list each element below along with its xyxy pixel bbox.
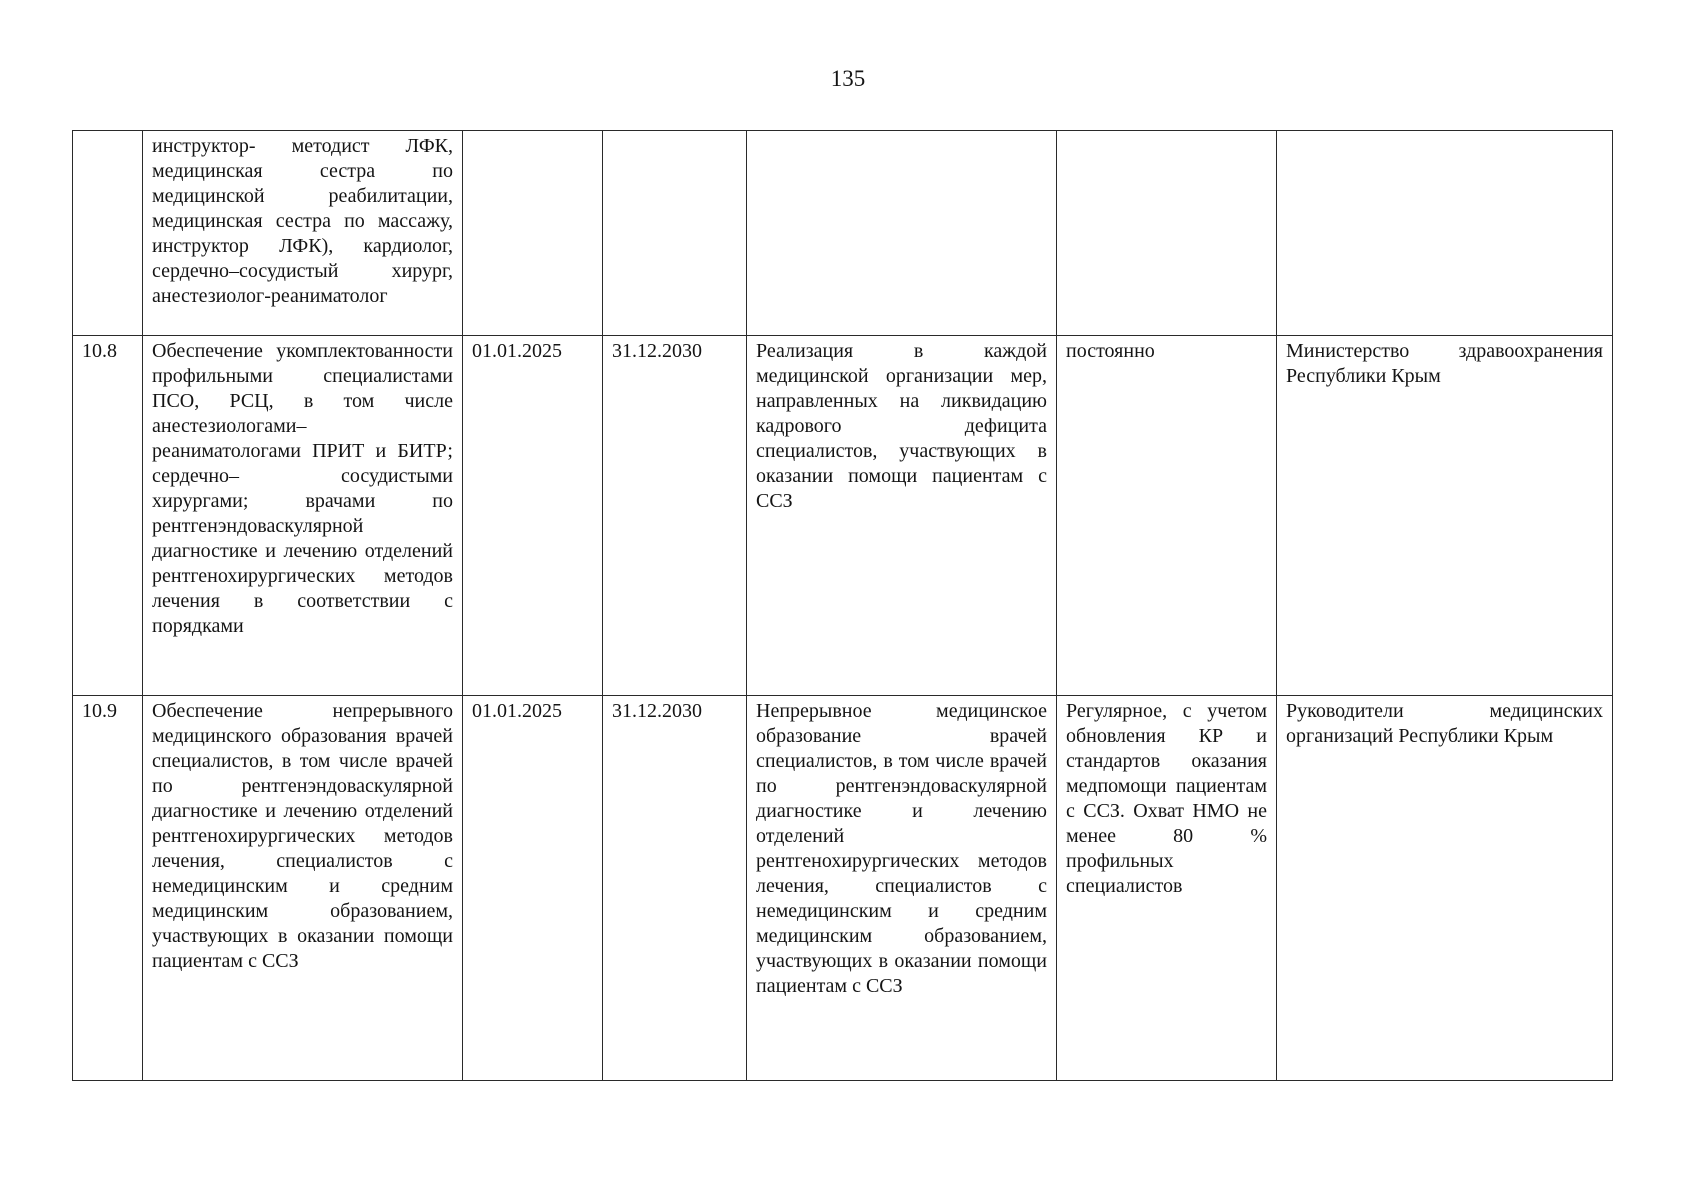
row-number-cell xyxy=(73,131,143,336)
period-cell: Регулярное, с учетом обновления КР и стандартов оказания медпомощи пациентам с ССЗ. Охват НМО не менее 80 % профильных специалистов xyxy=(1057,696,1277,1081)
measures-table xyxy=(72,130,1613,1081)
responsible-cell xyxy=(1277,131,1613,336)
result-cell: Непрерывное медицинское образование врачей специалистов, в том числе врачей по рентгенэндоваскулярной диагностике и лечению отделений рентгенохирургических методов лечения, специалистов с немедицинским и средним медицинским образованием, участвующих в оказании помощи пациентам с ССЗ xyxy=(747,696,1057,1081)
period-cell: постоянно xyxy=(1057,336,1277,696)
end-date-cell: 31.12.2030 xyxy=(603,696,747,1081)
table-row xyxy=(73,336,1613,696)
start-date-cell xyxy=(463,131,603,336)
start-date-cell: 01.01.2025 xyxy=(463,336,603,696)
result-cell xyxy=(747,131,1057,336)
table-row xyxy=(73,696,1613,1081)
event-cell: Обеспечение укомплектованности профильными специалистами ПСО, РСЦ, в том числе анестезиологами–реаниматологами ПРИТ и БИТР; сердечно– сосудистыми хирургами; врачами по рентгенэндоваскулярной диагностике и лечению отделений рентгенохирургических методов лечения в соответствии с порядками xyxy=(143,336,463,696)
end-date-cell xyxy=(603,131,747,336)
row-number-cell: 10.8 xyxy=(73,336,143,696)
page-number: 135 xyxy=(830,66,866,91)
row-number-cell: 10.9 xyxy=(73,696,143,1081)
end-date-cell: 31.12.2030 xyxy=(603,336,747,696)
result-cell: Реализация в каждой медицинской организации мер, направленных на ликвидацию кадрового дефицита специалистов, участвующих в оказании помощи пациентам с ССЗ xyxy=(747,336,1057,696)
period-cell xyxy=(1057,131,1277,336)
responsible-cell: Министерство здравоохранения Республики Крым xyxy=(1277,336,1613,696)
event-cell: Обеспечение непрерывного медицинского образования врачей специалистов, в том числе врачей по рентгенэндоваскулярной диагностике и лечению отделений рентгенохирургических методов лечения, специалистов с немедицинским и средним медицинским образованием, участвующих в оказании помощи пациентам с ССЗ xyxy=(143,696,463,1081)
table-row xyxy=(73,131,1613,336)
start-date-cell: 01.01.2025 xyxy=(463,696,603,1081)
event-cell: инструктор- методист ЛФК, медицинская сестра по медицинской реабилитации, медицинская сестра по массажу, инструктор ЛФК), кардиолог, сердечно–сосудистый хирург, анестезиолог-реаниматолог xyxy=(143,131,463,336)
responsible-cell: Руководители медицинских организаций Республики Крым xyxy=(1277,696,1613,1081)
